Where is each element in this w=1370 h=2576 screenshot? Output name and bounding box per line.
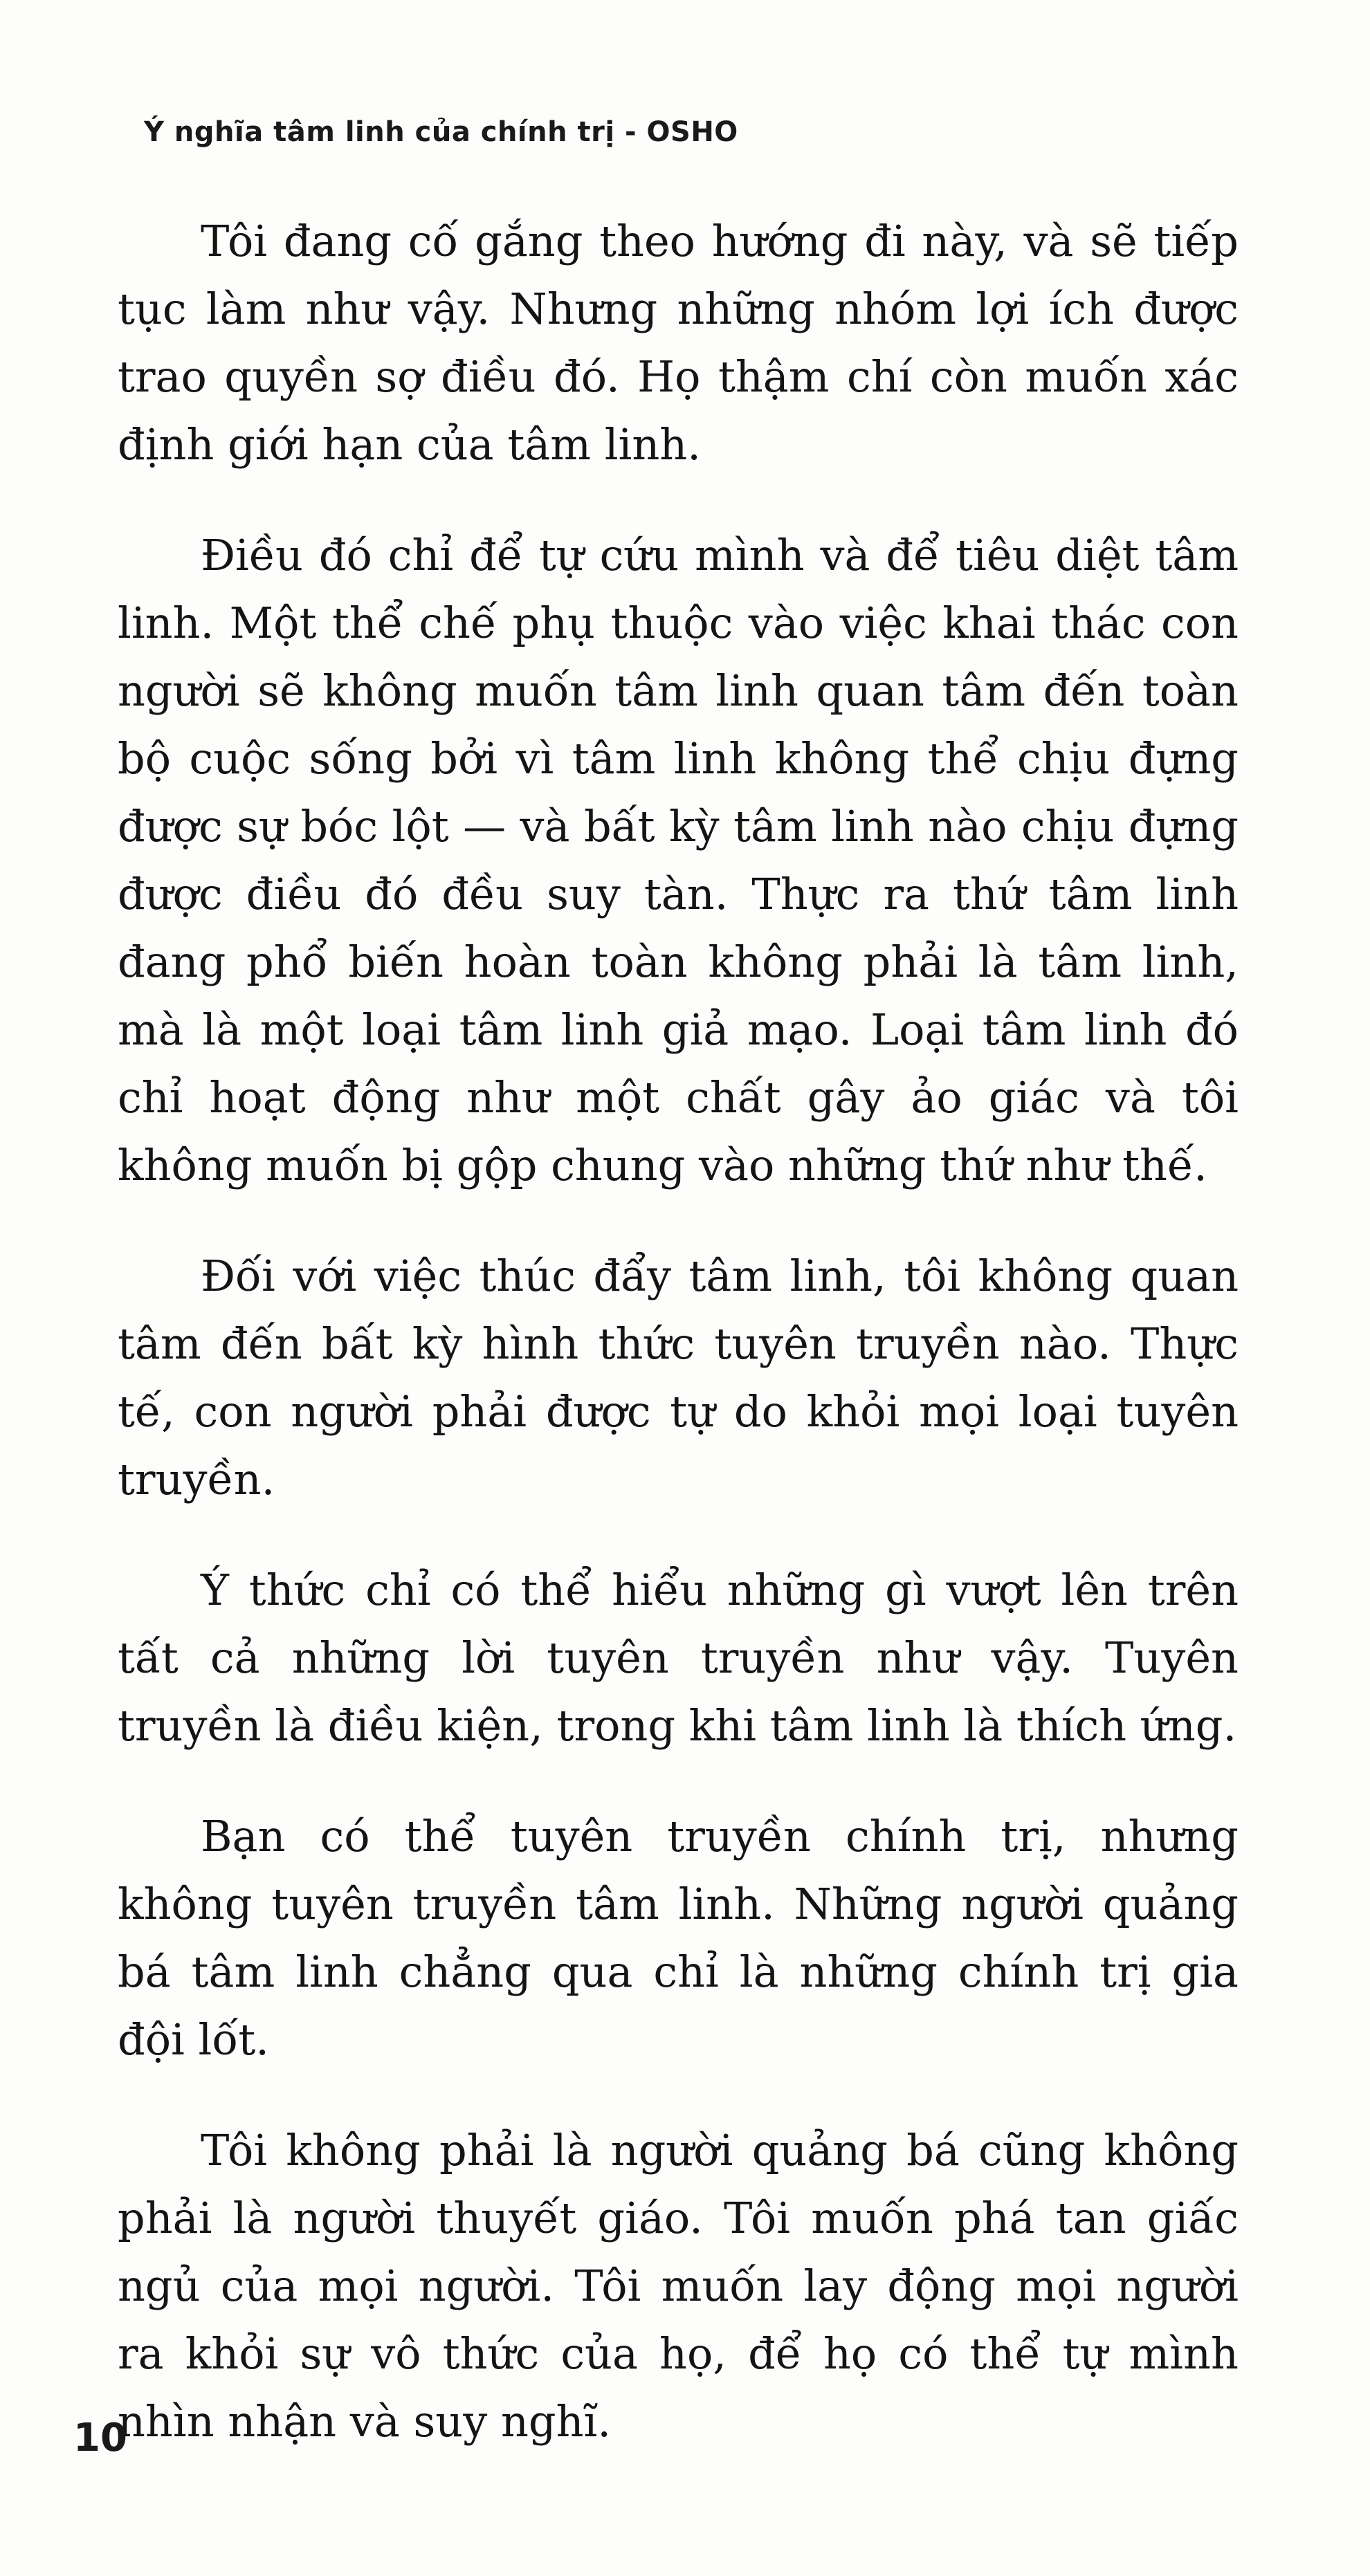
running-header: Ý nghĩa tâm linh của chính trị - OSHO (144, 116, 738, 148)
paragraph: Tôi không phải là người quảng bá cũng không phải là người thuyết giáo. Tôi muốn phá tan giấc ngủ của mọi người. Tôi muốn lay động mọi người ra khỏi sự vô thức của họ, để họ có thể tự mình nhìn nhận và suy nghĩ. (118, 2125, 1239, 2447)
body-text (118, 208, 1239, 2499)
paragraph: Đối với việc thúc đẩy tâm linh, tôi không quan tâm đến bất kỳ hình thức tuyên truyền nào. Thực tế, con người phải được tự do khỏi mọi loại tuyên truyền. (118, 1251, 1239, 1505)
paragraph: Điều đó chỉ để tự cứu mình và để tiêu diệt tâm linh. Một thể chế phụ thuộc vào việc khai thác con người sẽ không muốn tâm linh quan tâm đến toàn bộ cuộc sống bởi vì tâm linh không thể chịu đựng được sự bóc lột — và bất kỳ tâm linh nào chịu đựng được điều đó đều suy tàn. Thực ra thứ tâm linh đang phổ biến hoàn toàn không phải là tâm linh, mà là một loại tâm linh giả mạo. Loại tâm linh đó chỉ hoạt động như một chất gây ảo giác và tôi không muốn bị gộp chung vào những thứ như thế. (118, 530, 1239, 1190)
paragraph: Bạn có thể tuyên truyền chính trị, nhưng không tuyên truyền tâm linh. Những người quảng bá tâm linh chẳng qua chỉ là những chính trị gia đội lốt. (118, 1811, 1239, 2065)
paragraph: Ý thức chỉ có thể hiểu những gì vượt lên trên tất cả những lời tuyên truyền như vậy. Tuyên truyền là điều kiện, trong khi tâm linh là thích ứng. (118, 1565, 1239, 1751)
paragraph: Tôi đang cố gắng theo hướng đi này, và sẽ tiếp tục làm như vậy. Nhưng những nhóm lợi ích được trao quyền sợ điều đó. Họ thậm chí còn muốn xác định giới hạn của tâm linh. (118, 216, 1239, 470)
page-number: 10 (73, 2416, 127, 2460)
